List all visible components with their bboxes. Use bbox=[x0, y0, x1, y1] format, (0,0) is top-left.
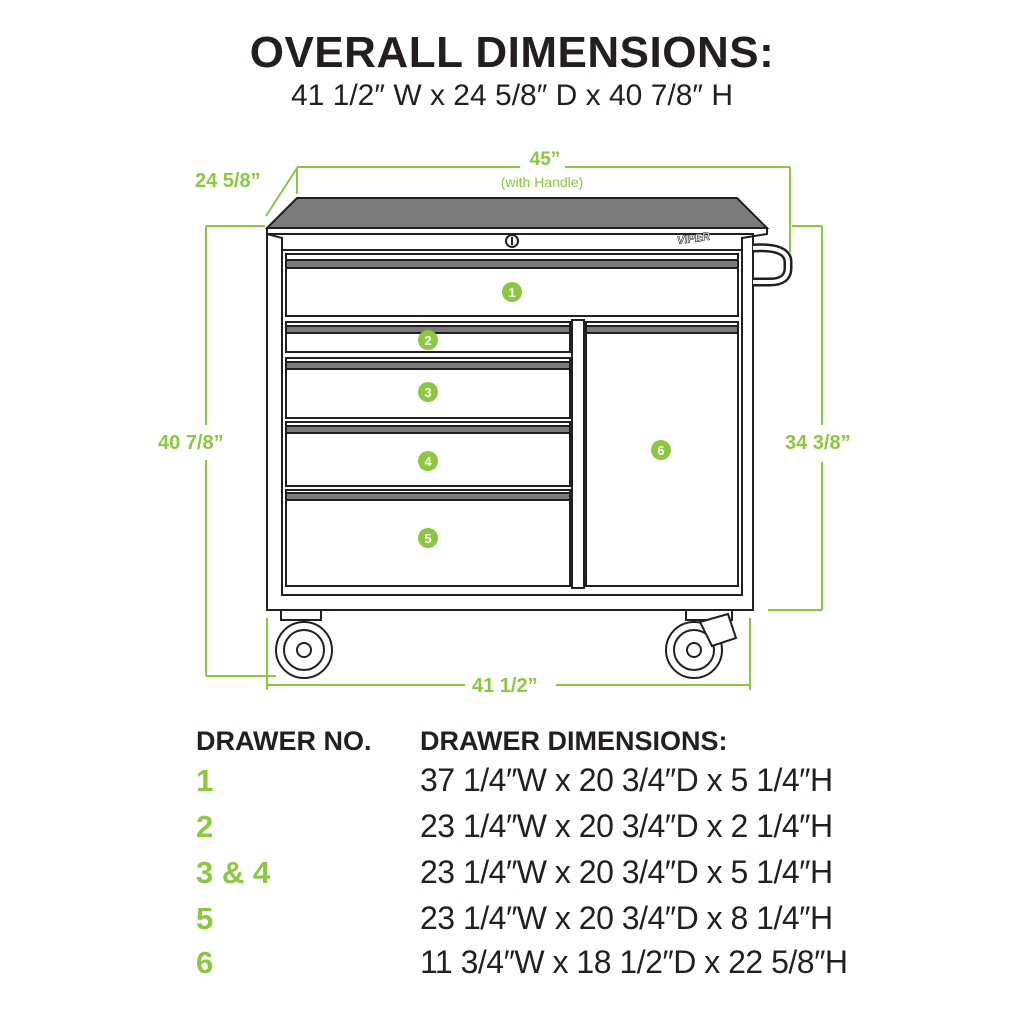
drawer-6-pull bbox=[586, 326, 738, 333]
drawer-marker-3 bbox=[418, 382, 438, 402]
depth-label: 24 5/8” bbox=[195, 170, 261, 192]
right-caster-hub bbox=[687, 643, 701, 657]
drawer-5-pull bbox=[286, 493, 570, 500]
drawer-marker-6 bbox=[651, 440, 671, 460]
drawer-row-2-no: 2 bbox=[196, 809, 214, 844]
drawer-marker-5 bbox=[418, 528, 438, 548]
left-caster-mount bbox=[281, 610, 321, 620]
drawer-marker-1-label: 1 bbox=[508, 285, 516, 300]
drawer-marker-4-label: 4 bbox=[424, 454, 432, 469]
drawer-3-pull bbox=[286, 362, 570, 369]
drawer-row-3-no: 3 & 4 bbox=[196, 855, 271, 890]
width-label: 41 1/2” bbox=[472, 675, 538, 697]
casters bbox=[276, 610, 736, 678]
side-height-label: 34 3/8” bbox=[785, 432, 851, 454]
left-caster-hub bbox=[297, 643, 311, 657]
top-mat bbox=[267, 198, 767, 228]
drawer-dimensions-header: DRAWER DIMENSIONS: bbox=[420, 726, 728, 756]
overall-dimensions-subtitle: 41 1/2″ W x 24 5/8″ D x 40 7/8″ H bbox=[290, 79, 734, 112]
center-divider bbox=[572, 320, 584, 588]
with-handle-note: (with Handle) bbox=[500, 174, 584, 190]
drawer-marker-1 bbox=[502, 282, 522, 302]
drawer-marker-5-label: 5 bbox=[424, 531, 432, 546]
page-title: OVERALL DIMENSIONS: bbox=[249, 28, 775, 77]
cabinet bbox=[267, 198, 788, 610]
drawer-row-3-dims: 23 1/4″W x 20 3/4″D x 5 1/4″H bbox=[420, 854, 833, 890]
drawer-row-5-dims: 11 3/4″W x 18 1/2″D x 22 5/8″H bbox=[420, 944, 848, 980]
drawer-row-2-dims: 23 1/4″W x 20 3/4″D x 2 1/4″H bbox=[420, 808, 833, 844]
drawer-1-pull bbox=[286, 260, 738, 268]
drawer-row-4-no: 5 bbox=[196, 901, 214, 936]
height-label: 40 7/8” bbox=[158, 432, 224, 454]
width-with-handle-label: 45” bbox=[529, 149, 561, 170]
drawer-marker-2-label: 2 bbox=[424, 333, 432, 348]
drawer-row-1-no: 1 bbox=[196, 763, 214, 798]
drawer-row-5-no: 6 bbox=[196, 945, 214, 980]
drawer-row-1-dims: 37 1/4″W x 20 3/4″D x 5 1/4″H bbox=[420, 762, 833, 798]
drawer-marker-4 bbox=[418, 451, 438, 471]
drawer-marker-3-label: 3 bbox=[424, 385, 432, 400]
drawer-4-pull bbox=[286, 426, 570, 433]
lock-icon bbox=[506, 235, 518, 247]
drawer-marker-6-label: 6 bbox=[657, 443, 665, 458]
drawer-row-4-dims: 23 1/4″W x 20 3/4″D x 8 1/4″H bbox=[420, 900, 833, 936]
drawer-no-header: DRAWER NO. bbox=[196, 726, 372, 756]
drawer-marker-2 bbox=[418, 330, 438, 350]
brand-logo: VIPER bbox=[676, 230, 711, 248]
side-handle-inner bbox=[753, 248, 788, 282]
